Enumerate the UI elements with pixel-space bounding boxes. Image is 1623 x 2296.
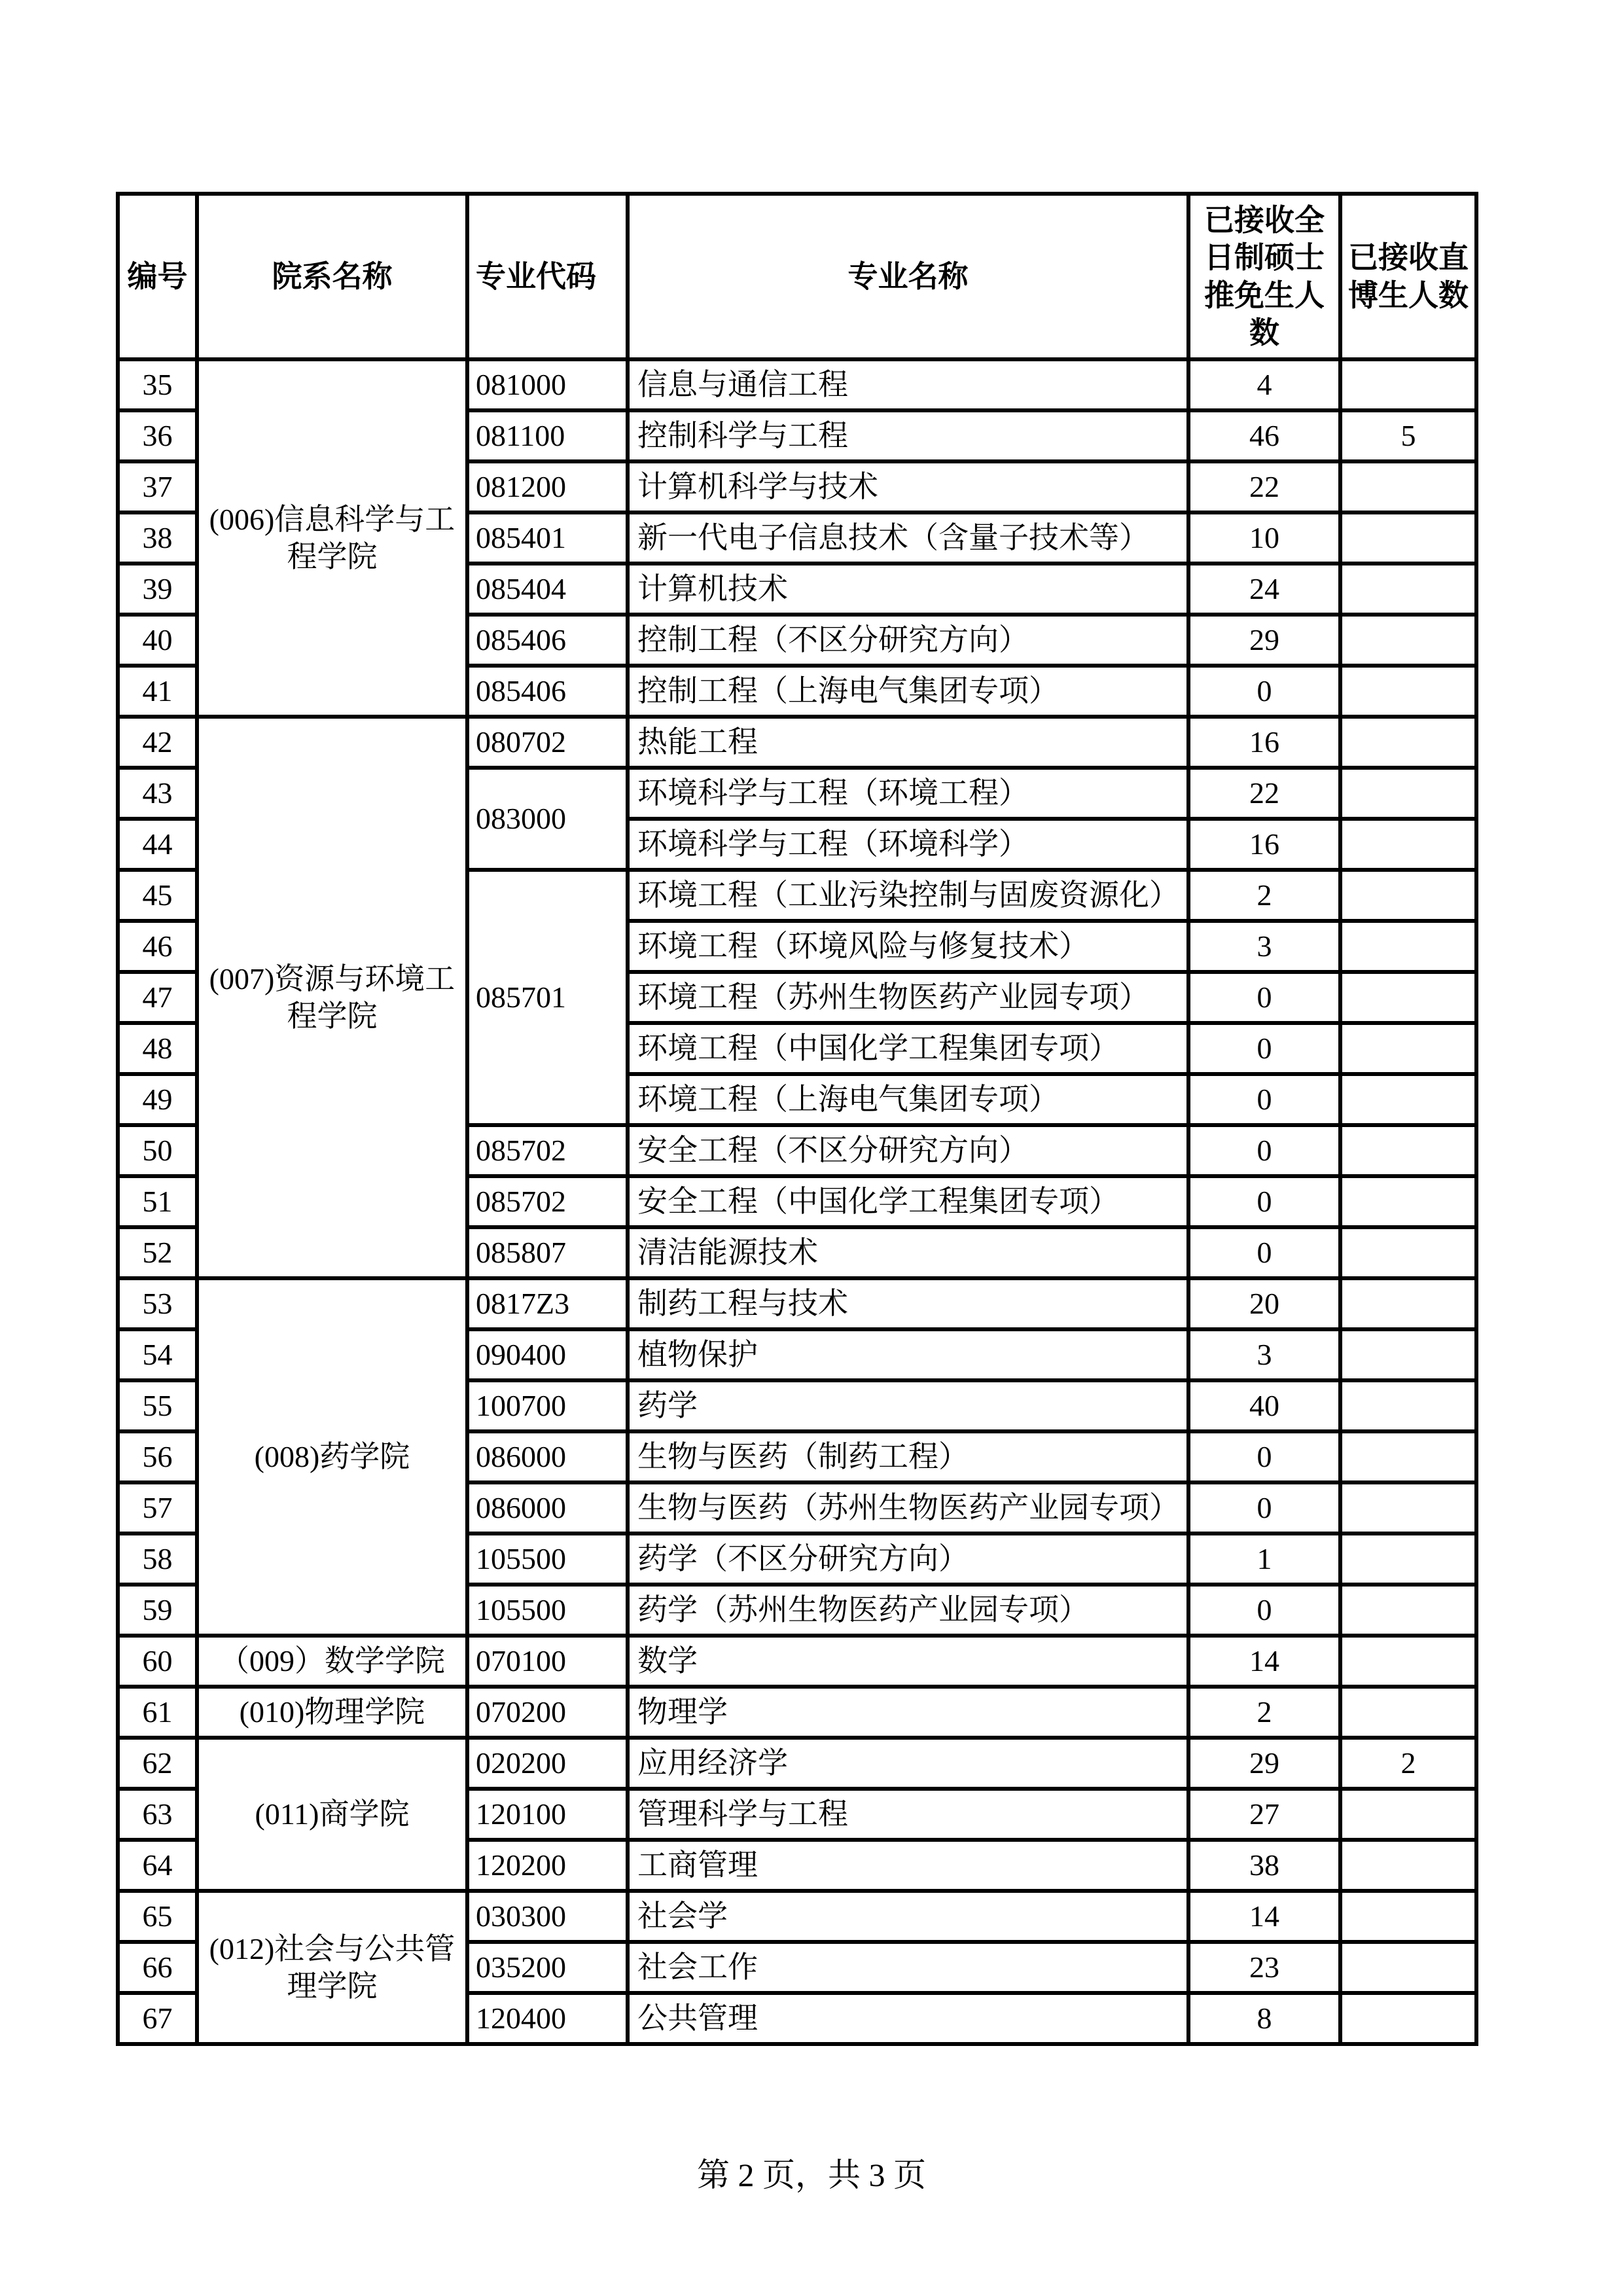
major-name-cell: 控制工程（上海电气集团专项）	[628, 666, 1188, 717]
major-code-cell: 085701	[467, 870, 628, 1125]
phd-count-cell	[1340, 717, 1476, 768]
major-name-cell: 计算机科学与技术	[628, 461, 1188, 512]
masters-count-cell: 0	[1188, 972, 1340, 1023]
row-number: 39	[118, 564, 197, 615]
major-code-cell: 085401	[467, 512, 628, 564]
department-cell: (010)物理学院	[197, 1687, 467, 1738]
major-code-cell: 085406	[467, 666, 628, 717]
department-cell: （009）数学学院	[197, 1636, 467, 1687]
masters-count-cell: 16	[1188, 717, 1340, 768]
masters-count-cell: 2	[1188, 870, 1340, 921]
masters-count-cell: 22	[1188, 768, 1340, 819]
major-name-cell: 安全工程（不区分研究方向）	[628, 1125, 1188, 1176]
major-code-cell: 070200	[467, 1687, 628, 1738]
major-name-cell: 清洁能源技术	[628, 1227, 1188, 1278]
table-row	[118, 359, 1476, 410]
phd-count-cell	[1340, 972, 1476, 1023]
phd-count-cell	[1340, 1380, 1476, 1431]
row-number: 45	[118, 870, 197, 921]
phd-count-cell	[1340, 1993, 1476, 2044]
major-code-cell: 081200	[467, 461, 628, 512]
masters-count-cell: 0	[1188, 1482, 1340, 1534]
table-row	[118, 1738, 1476, 1789]
header-major: 专业名称	[628, 194, 1188, 359]
masters-count-cell: 20	[1188, 1278, 1340, 1329]
table-row	[118, 717, 1476, 768]
masters-count-cell: 22	[1188, 461, 1340, 512]
masters-count-cell: 0	[1188, 1074, 1340, 1125]
header-dept: 院系名称	[197, 194, 467, 359]
major-name-cell: 公共管理	[628, 1993, 1188, 2044]
major-name-cell: 管理科学与工程	[628, 1789, 1188, 1840]
major-code-cell: 085702	[467, 1125, 628, 1176]
major-name-cell: 环境工程（环境风险与修复技术）	[628, 921, 1188, 972]
phd-count-cell	[1340, 1431, 1476, 1482]
department-cell: (011)商学院	[197, 1738, 467, 1891]
major-code-cell: 085404	[467, 564, 628, 615]
masters-count-cell: 0	[1188, 1125, 1340, 1176]
major-code-cell: 0817Z3	[467, 1278, 628, 1329]
major-name-cell: 应用经济学	[628, 1738, 1188, 1789]
phd-count-cell	[1340, 1789, 1476, 1840]
masters-count-cell: 24	[1188, 564, 1340, 615]
major-code-cell: 120100	[467, 1789, 628, 1840]
row-number: 58	[118, 1534, 197, 1585]
phd-count-cell	[1340, 1942, 1476, 1993]
masters-count-cell: 0	[1188, 666, 1340, 717]
row-number: 59	[118, 1585, 197, 1636]
phd-count-cell	[1340, 1074, 1476, 1125]
phd-count-cell	[1340, 921, 1476, 972]
masters-count-cell: 29	[1188, 615, 1340, 666]
row-number: 53	[118, 1278, 197, 1329]
masters-count-cell: 0	[1188, 1023, 1340, 1074]
major-code-cell: 090400	[467, 1329, 628, 1380]
masters-count-cell: 0	[1188, 1431, 1340, 1482]
major-name-cell: 药学（苏州生物医药产业园专项）	[628, 1585, 1188, 1636]
row-number: 35	[118, 359, 197, 410]
row-number: 66	[118, 1942, 197, 1993]
row-number: 56	[118, 1431, 197, 1482]
row-number: 61	[118, 1687, 197, 1738]
phd-count-cell	[1340, 512, 1476, 564]
major-code-cell: 035200	[467, 1942, 628, 1993]
row-number: 57	[118, 1482, 197, 1534]
table-row	[118, 1687, 1476, 1738]
phd-count-cell	[1340, 768, 1476, 819]
masters-count-cell: 27	[1188, 1789, 1340, 1840]
major-code-cell: 105500	[467, 1534, 628, 1585]
masters-count-cell: 0	[1188, 1227, 1340, 1278]
phd-count-cell	[1340, 1482, 1476, 1534]
row-number: 51	[118, 1176, 197, 1227]
row-number: 55	[118, 1380, 197, 1431]
row-number: 65	[118, 1891, 197, 1942]
masters-count-cell: 10	[1188, 512, 1340, 564]
phd-count-cell	[1340, 1278, 1476, 1329]
department-cell: (012)社会与公共管理学院	[197, 1891, 467, 2044]
header-code: 专业代码	[467, 194, 628, 359]
major-name-cell: 新一代电子信息技术（含量子技术等）	[628, 512, 1188, 564]
major-name-cell: 制药工程与技术	[628, 1278, 1188, 1329]
phd-count-cell	[1340, 1840, 1476, 1891]
row-number: 37	[118, 461, 197, 512]
major-name-cell: 热能工程	[628, 717, 1188, 768]
row-number: 41	[118, 666, 197, 717]
major-name-cell: 控制工程（不区分研究方向）	[628, 615, 1188, 666]
major-name-cell: 环境工程（上海电气集团专项）	[628, 1074, 1188, 1125]
row-number: 67	[118, 1993, 197, 2044]
masters-count-cell: 29	[1188, 1738, 1340, 1789]
phd-count-cell	[1340, 1227, 1476, 1278]
row-number: 44	[118, 819, 197, 870]
masters-count-cell: 16	[1188, 819, 1340, 870]
masters-count-cell: 0	[1188, 1176, 1340, 1227]
major-code-cell: 085702	[467, 1176, 628, 1227]
phd-count-cell	[1340, 1329, 1476, 1380]
phd-count-cell	[1340, 564, 1476, 615]
major-name-cell: 环境科学与工程（环境科学）	[628, 819, 1188, 870]
phd-count-cell	[1340, 1023, 1476, 1074]
major-name-cell: 数学	[628, 1636, 1188, 1687]
phd-count-cell	[1340, 870, 1476, 921]
phd-count-cell	[1340, 461, 1476, 512]
major-name-cell: 社会工作	[628, 1942, 1188, 1993]
table-row	[118, 1278, 1476, 1329]
row-number: 36	[118, 410, 197, 461]
major-code-cell: 020200	[467, 1738, 628, 1789]
masters-count-cell: 4	[1188, 359, 1340, 410]
major-code-cell: 086000	[467, 1482, 628, 1534]
row-number: 64	[118, 1840, 197, 1891]
major-name-cell: 生物与医药（苏州生物医药产业园专项）	[628, 1482, 1188, 1534]
major-code-cell: 030300	[467, 1891, 628, 1942]
major-name-cell: 社会学	[628, 1891, 1188, 1942]
major-code-cell: 081000	[467, 359, 628, 410]
major-code-cell: 086000	[467, 1431, 628, 1482]
phd-count-cell	[1340, 666, 1476, 717]
major-name-cell: 物理学	[628, 1687, 1188, 1738]
major-name-cell: 环境工程（中国化学工程集团专项）	[628, 1023, 1188, 1074]
masters-count-cell: 14	[1188, 1891, 1340, 1942]
major-code-cell: 081100	[467, 410, 628, 461]
masters-count-cell: 14	[1188, 1636, 1340, 1687]
masters-count-cell: 0	[1188, 1585, 1340, 1636]
major-code-cell: 083000	[467, 768, 628, 870]
row-number: 60	[118, 1636, 197, 1687]
phd-count-cell: 2	[1340, 1738, 1476, 1789]
masters-count-cell: 1	[1188, 1534, 1340, 1585]
major-code-cell: 080702	[467, 717, 628, 768]
department-cell: (007)资源与环境工程学院	[197, 717, 467, 1278]
major-code-cell: 085406	[467, 615, 628, 666]
major-code-cell: 120400	[467, 1993, 628, 2044]
row-number: 40	[118, 615, 197, 666]
masters-count-cell: 2	[1188, 1687, 1340, 1738]
row-number: 42	[118, 717, 197, 768]
row-number: 54	[118, 1329, 197, 1380]
masters-count-cell: 40	[1188, 1380, 1340, 1431]
phd-count-cell	[1340, 1891, 1476, 1942]
major-name-cell: 环境科学与工程（环境工程）	[628, 768, 1188, 819]
masters-count-cell: 8	[1188, 1993, 1340, 2044]
phd-count-cell	[1340, 1585, 1476, 1636]
row-number: 63	[118, 1789, 197, 1840]
department-cell: (008)药学院	[197, 1278, 467, 1636]
phd-count-cell	[1340, 1534, 1476, 1585]
major-name-cell: 安全工程（中国化学工程集团专项）	[628, 1176, 1188, 1227]
row-number: 46	[118, 921, 197, 972]
major-name-cell: 控制科学与工程	[628, 410, 1188, 461]
phd-count-cell	[1340, 819, 1476, 870]
phd-count-cell	[1340, 1176, 1476, 1227]
major-name-cell: 植物保护	[628, 1329, 1188, 1380]
header-masters: 已接收全日制硕士推免生人数	[1188, 194, 1340, 359]
row-number: 62	[118, 1738, 197, 1789]
major-name-cell: 药学（不区分研究方向）	[628, 1534, 1188, 1585]
phd-count-cell	[1340, 359, 1476, 410]
row-number: 52	[118, 1227, 197, 1278]
major-name-cell: 工商管理	[628, 1840, 1188, 1891]
admissions-table	[116, 192, 1478, 2046]
row-number: 43	[118, 768, 197, 819]
table-row	[118, 1891, 1476, 1942]
row-number: 48	[118, 1023, 197, 1074]
phd-count-cell	[1340, 1636, 1476, 1687]
major-name-cell: 信息与通信工程	[628, 359, 1188, 410]
major-name-cell: 环境工程（工业污染控制与固废资源化）	[628, 870, 1188, 921]
major-name-cell: 生物与医药（制药工程）	[628, 1431, 1188, 1482]
major-code-cell: 105500	[467, 1585, 628, 1636]
row-number: 49	[118, 1074, 197, 1125]
phd-count-cell: 5	[1340, 410, 1476, 461]
phd-count-cell	[1340, 1125, 1476, 1176]
page-footer: 第 2 页，共 3 页	[697, 2157, 926, 2193]
major-name-cell: 计算机技术	[628, 564, 1188, 615]
masters-count-cell: 46	[1188, 410, 1340, 461]
masters-count-cell: 3	[1188, 1329, 1340, 1380]
row-number: 38	[118, 512, 197, 564]
row-number: 47	[118, 972, 197, 1023]
header-phd: 已接收直博生人数	[1340, 194, 1476, 359]
major-name-cell: 环境工程（苏州生物医药产业园专项）	[628, 972, 1188, 1023]
phd-count-cell	[1340, 615, 1476, 666]
table-header-row	[118, 194, 1476, 359]
masters-count-cell: 3	[1188, 921, 1340, 972]
masters-count-cell: 23	[1188, 1942, 1340, 1993]
major-code-cell: 070100	[467, 1636, 628, 1687]
major-name-cell: 药学	[628, 1380, 1188, 1431]
header-no: 编号	[118, 194, 197, 359]
department-cell: (006)信息科学与工程学院	[197, 359, 467, 717]
masters-count-cell: 38	[1188, 1840, 1340, 1891]
major-code-cell: 085807	[467, 1227, 628, 1278]
table-row	[118, 1636, 1476, 1687]
row-number: 50	[118, 1125, 197, 1176]
major-code-cell: 100700	[467, 1380, 628, 1431]
phd-count-cell	[1340, 1687, 1476, 1738]
major-code-cell: 120200	[467, 1840, 628, 1891]
